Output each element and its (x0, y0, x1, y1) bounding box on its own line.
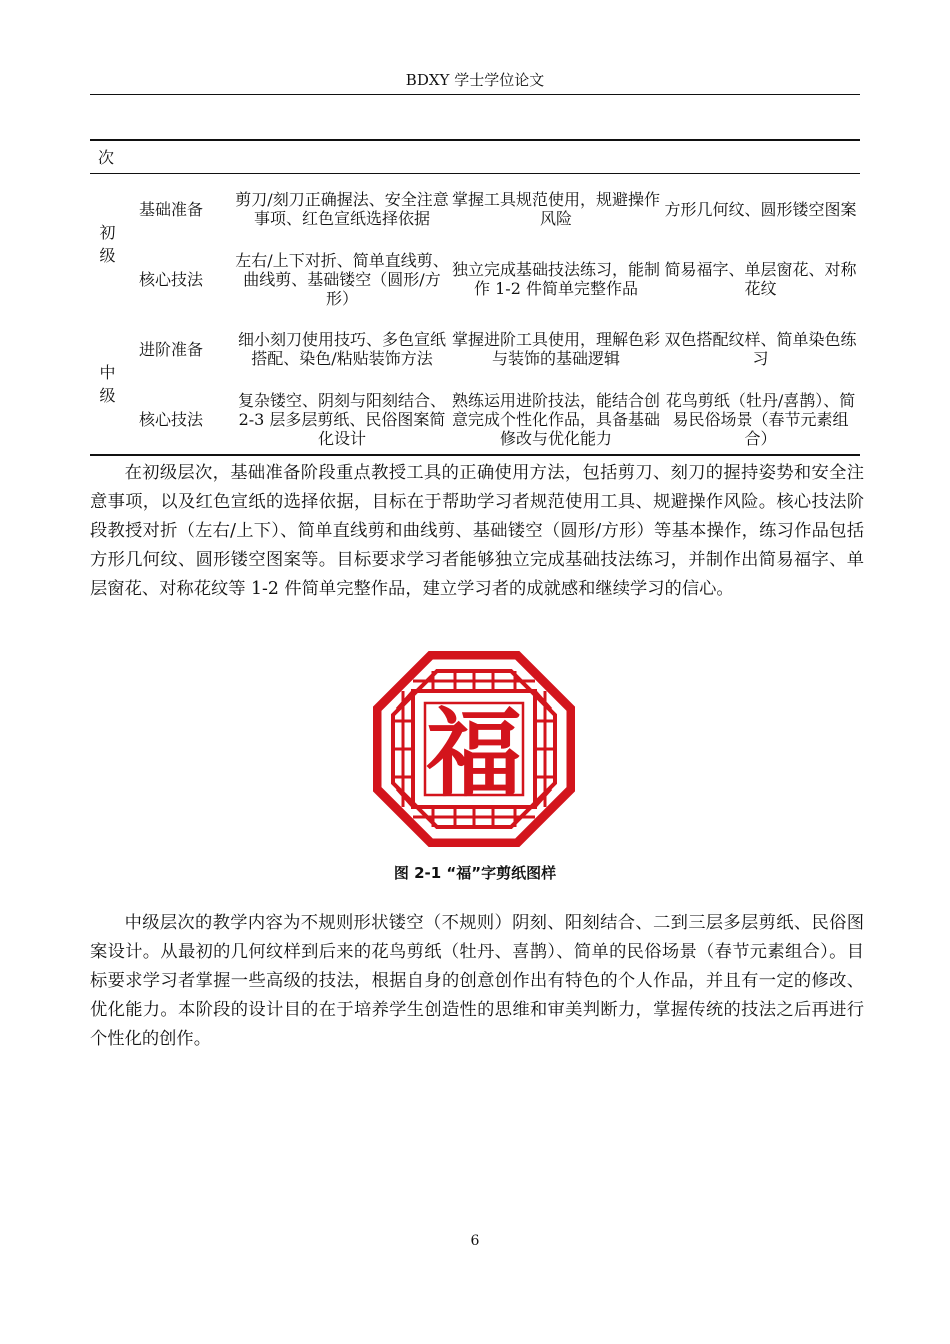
table-row (90, 244, 860, 314)
stage-cell: 基础准备 (139, 199, 204, 219)
level-label: 中 级 (99, 363, 116, 405)
content-cell: 左右/上下对折、简单直线剪、曲线剪、基础镂空（圆形/方形） (235, 250, 449, 308)
header-rule (90, 94, 860, 95)
work-cell: 双色搭配纹样、简单染色练习 (664, 330, 857, 368)
goal-cell: 掌握工具规范使用，规避操作风险 (451, 190, 660, 228)
work-cell: 方形几何纹、圆形镂空图案 (664, 199, 857, 219)
work-cell: 花鸟剪纸（牡丹/喜鹊）、简易民俗场景（春节元素组合） (665, 390, 856, 448)
paragraph-text: 中级层次的教学内容为不规则形状镂空（不规则）阴刻、阳刻结合、二到三层多层剪纸、民俗图案设计。从最初的几何纹样到后来的花鸟剪纸（牡丹、喜鹊）、简单的民俗场景（春节元素组合）。目标要求学习者掌握一些高级的技法，根据自身的创意创作出有特色的个人作品，并且有一定的修改、优化能力。本阶段的设计目的在于培养学生创造性的思维和审美判断力，掌握传统的技法之后再进行个性化的创作。 (90, 913, 864, 1049)
goal-cell: 熟练运用进阶技法，能结合创意完成个性化作品，具备基础修改与优化能力 (451, 390, 660, 448)
table-continued-row (90, 140, 860, 174)
level-label: 初 级 (99, 223, 116, 265)
paragraph-beginner (90, 459, 864, 604)
table-cell-continued: 次 (90, 140, 860, 174)
fu-papercut-figure (373, 651, 575, 847)
fu-glyph: 福 (426, 697, 522, 810)
paragraph-text: 在初级层次，基础准备阶段重点教授工具的正确使用方法，包括剪刀、刻刀的握持姿势和安全注意事项，以及红色宣纸的选择依据，目标在于帮助学习者规范使用工具、规避操作风险。核心技法阶段教授对折（左右/上下）、简单直线剪和曲线剪、基础镂空（圆形/方形）等基本操作，练习作品包括方形几何纹、圆形镂空图案等。目标要求学习者能够独立完成基础技法练习，并制作出简易福字、单层窗花、对称花纹等 1-2 件简单完整作品，建立学习者的成就感和继续学习的信心。 (90, 463, 864, 599)
goal-cell: 独立完成基础技法练习，能制作 1-2 件简单完整作品 (451, 260, 660, 298)
stage-cell: 核心技法 (139, 269, 204, 289)
stage-cell: 进阶准备 (139, 339, 204, 359)
content-cell: 复杂镂空、阴刻与阳刻结合、2-3 层多层剪纸、民俗图案简化设计 (237, 390, 446, 448)
table-row (90, 384, 860, 455)
paragraph-intermediate (90, 909, 864, 1054)
content-cell: 剪刀/刻刀正确握法、安全注意事项、红色宣纸选择依据 (235, 190, 449, 228)
figure-caption: 图 2-1 “福”字剪纸图样 (393, 864, 557, 882)
curriculum-table (90, 139, 860, 456)
table-row (90, 174, 860, 245)
goal-cell: 掌握进阶工具使用，理解色彩与装饰的基础逻辑 (451, 330, 660, 368)
page-number: 6 (470, 1233, 480, 1249)
work-cell: 简易福字、单层窗花、对称花纹 (664, 260, 857, 298)
level-cell-beginner (90, 174, 125, 315)
level-cell-intermediate (90, 314, 125, 455)
running-header: BDXY 学士学位论文 (405, 71, 545, 89)
stage-cell: 核心技法 (139, 409, 204, 429)
table-row (90, 314, 860, 384)
fu-papercut-image (373, 651, 575, 847)
content-cell: 细小刻刀使用技巧、多色宣纸搭配、染色/粘贴装饰方法 (237, 330, 446, 368)
curriculum-table-grid (90, 139, 860, 456)
